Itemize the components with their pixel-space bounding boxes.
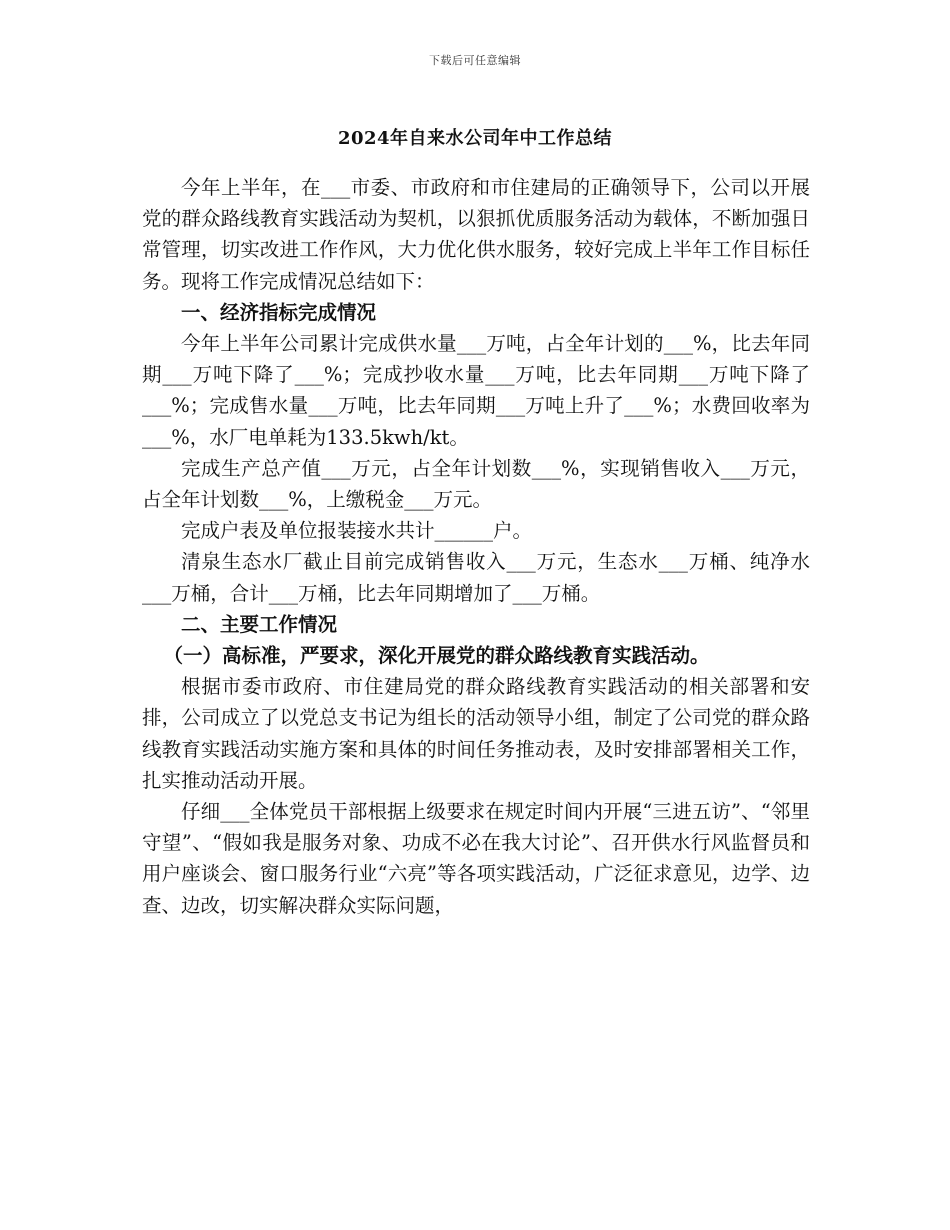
intro-paragraph: 今年上半年，在___市委、市政府和市住建局的正确领导下，公司以开展党的群众路线教育实践活动为契机，以狠抓优质服务活动为载体，不断加强日常管理，切实改进工作作风，大力优化供水服务，较好完成上半年工作目标任务。现将工作完成情况总结如下：: [142, 176, 810, 293]
document-body: [142, 172, 810, 921]
subsection-heading-1: （一）高标准，严要求，深化开展党的群众路线教育实践活动。: [163, 644, 710, 668]
paragraph-water-supply: 今年上半年公司累计完成供水量___万吨，占全年计划的___%，比去年同期___万吨下降了___%；完成抄收水量___万吨，比去年同期___万吨下降了___%；完成售水量___万吨，比去年同期___万吨上升了___%；水费回收率为___%，水厂电单耗为133.5kwh/kt。: [142, 332, 810, 449]
page-title: 2024年自来水公司年中工作总结: [337, 128, 613, 149]
paragraph-practice-activities: 仔细___全体党员干部根据上级要求在规定时间内开展“三进五访”、“邻里守望”、“假如我是服务对象、功成不必在我大讨论”、召开供水行风监督员和用户座谈会、窗口服务行业“六亮”等各项实践活动，广泛征求意见，边学、边查、边改，切实解决群众实际问题，: [142, 800, 810, 917]
header-note: 下载后可任意编辑: [429, 54, 521, 67]
section-heading-main-work: 二、主要工作情况: [181, 612, 338, 636]
paragraph-output-value: 完成生产总产值___万元，占全年计划数___%，实现销售收入___万元，占全年计划数___%，上缴税金___万元。: [142, 456, 810, 512]
paragraph-eco-water-plant: 清泉生态水厂截止目前完成销售收入___万元，生态水___万桶、纯净水___万桶，合计___万桶，比去年同期增加了___万桶。: [142, 550, 810, 605]
section-heading-economic: 一、经济指标完成情况: [181, 300, 377, 324]
paragraph-leadership-group: 根据市委市政府、市住建局党的群众路线教育实践活动的相关部署和安排，公司成立了以党总支书记为组长的活动领导小组，制定了公司党的群众路线教育实践活动实施方案和具体的时间任务推动表，及时安排部署相关工作，扎实推动活动开展。: [142, 675, 810, 792]
paragraph-installations: 完成户表及单位报装接水共计______户。: [181, 519, 533, 543]
